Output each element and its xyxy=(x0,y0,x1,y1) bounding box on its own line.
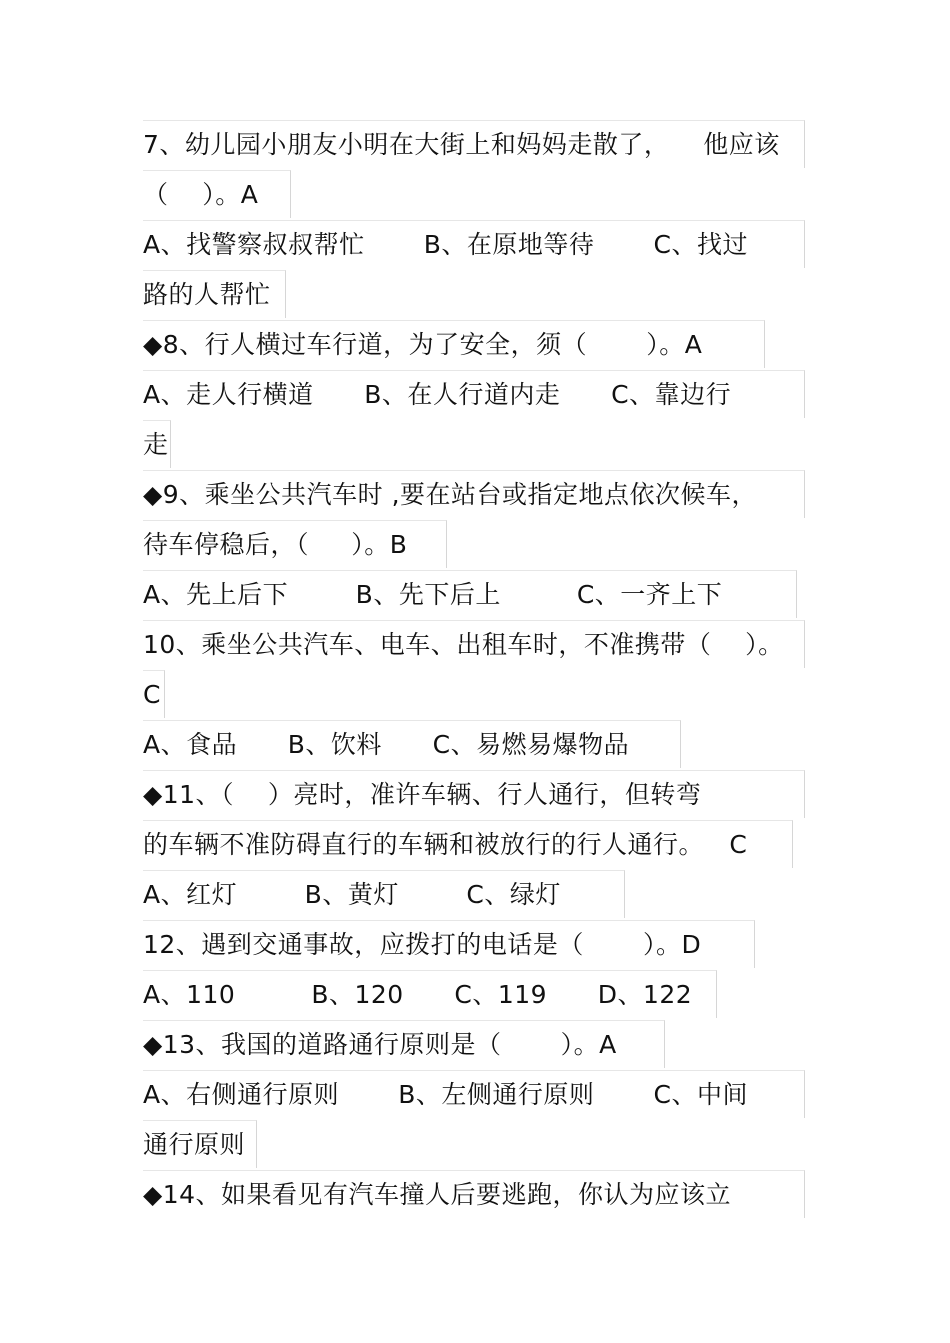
q13-line: ◆13、我国的道路通行原则是（ ）。A xyxy=(143,1020,665,1068)
q7-line-2: （ ）。A xyxy=(143,170,291,218)
q9-line-1: ◆9、乘坐公共汽车时 ,要在站台或指定地点依次候车， xyxy=(143,470,805,518)
q8-options-line-2: 走 xyxy=(143,420,171,468)
q14-line-1: ◆14、如果看见有汽车撞人后要逃跑，你认为应该立 xyxy=(143,1170,805,1218)
q12-line: 12、遇到交通事故，应拨打的电话是（ ）。D xyxy=(143,920,755,968)
q7-line-1: 7、幼儿园小朋友小明在大街上和妈妈走散了， 他应该 xyxy=(143,120,805,168)
q7-options-line-2: 路的人帮忙 xyxy=(143,270,286,318)
q11-line-2: 的车辆不准防碍直行的车辆和被放行的行人通行。 C xyxy=(143,820,793,868)
q10-line-1: 10、乘坐公共汽车、电车、出租车时，不准携带（ ）。 xyxy=(143,620,805,668)
q7-options-line-1: A、找警察叔叔帮忙 B、在原地等待 C、找过 xyxy=(143,220,805,268)
q10-line-2: C xyxy=(143,670,165,718)
q8-options-line-1: A、走人行横道 B、在人行道内走 C、靠边行 xyxy=(143,370,805,418)
q11-options-line: A、红灯 B、黄灯 C、绿灯 xyxy=(143,870,625,918)
q11-line-1: ◆11、（ ）亮时，准许车辆、行人通行，但转弯 xyxy=(143,770,805,818)
q8-line: ◆8、行人横过车行道，为了安全，须（ ）。A xyxy=(143,320,765,368)
q13-options-line-2: 通行原则 xyxy=(143,1120,257,1168)
q12-options-line: A、110 B、120 C、119 D、122 xyxy=(143,970,717,1018)
q10-options-line: A、食品 B、饮料 C、易燃易爆物品 xyxy=(143,720,681,768)
q13-options-line-1: A、右侧通行原则 B、左侧通行原则 C、中间 xyxy=(143,1070,805,1118)
q9-options-line: A、先上后下 B、先下后上 C、一齐上下 xyxy=(143,570,797,618)
q9-line-2: 待车停稳后，（ ）。B xyxy=(143,520,447,568)
